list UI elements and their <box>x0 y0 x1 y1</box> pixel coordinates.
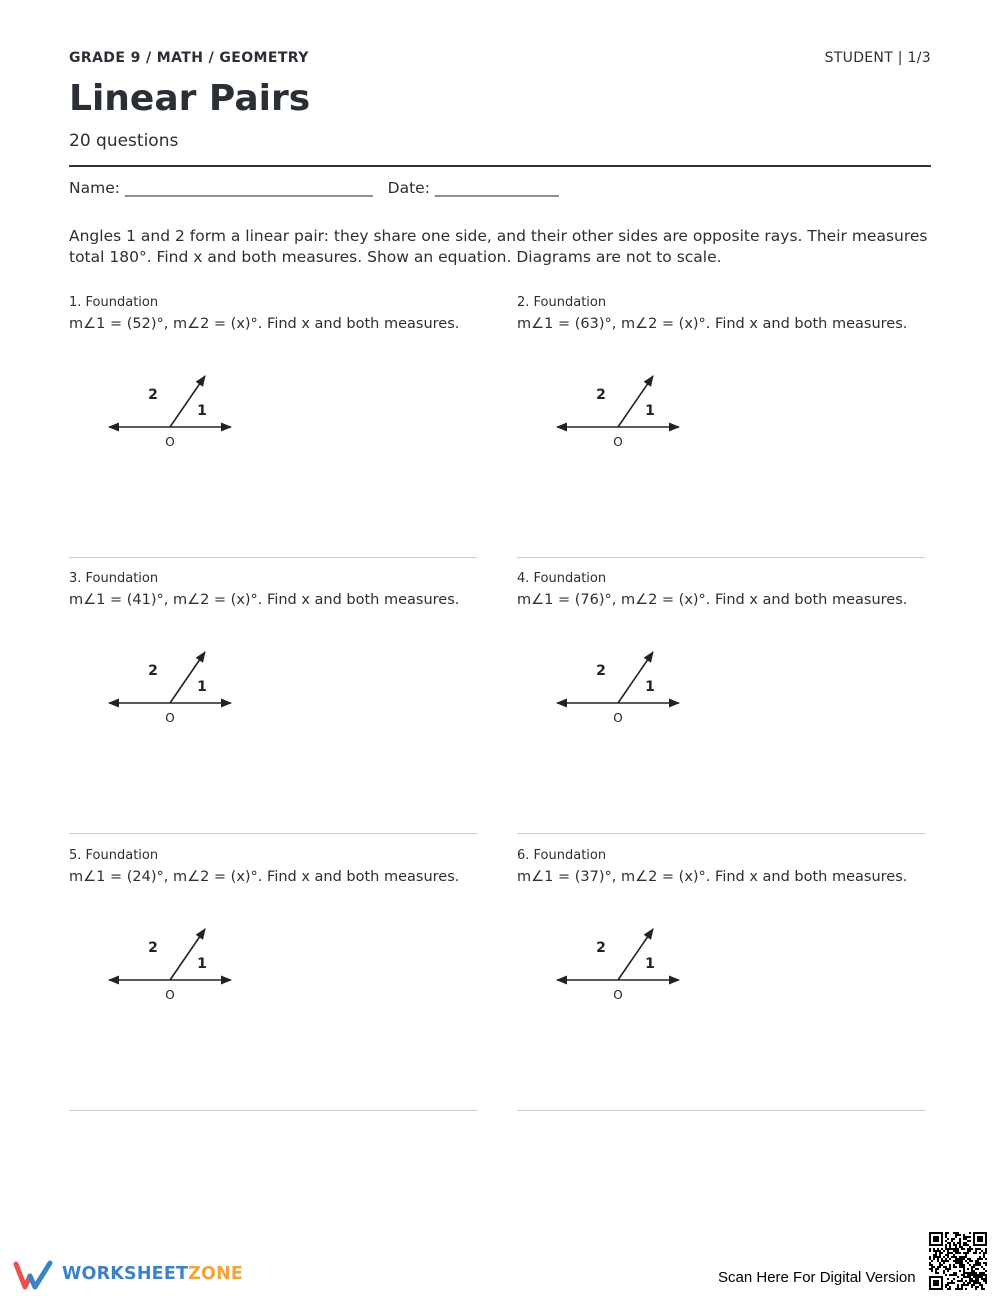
linear-pair-diagram <box>89 631 269 731</box>
linear-pair-diagram <box>89 908 269 1008</box>
linear-pair-diagram <box>89 355 269 455</box>
worksheetzone-logo[interactable] <box>13 1258 253 1292</box>
brand-name-part1: WORKSHEET <box>62 1264 189 1284</box>
linear-pair-diagram <box>537 908 717 1008</box>
instructions: Angles 1 and 2 form a linear pair: they share one side, and their other sides are opposite rays. Their measures total 180°. Find x and both measures. Show an equation. Diagrams are not to scale. <box>69 227 928 266</box>
question-text: m∠1 = (76)°, m∠2 = (x)°. Find x and both measures. <box>517 592 908 608</box>
question-card <box>69 848 477 1111</box>
angle-1-label: 1 <box>197 679 207 695</box>
angle-2-label: 2 <box>596 663 606 679</box>
angle-1-label: 1 <box>645 403 655 419</box>
page-header <box>69 50 931 70</box>
question-card <box>69 295 477 558</box>
breadcrumb: GRADE 9 / MATH / GEOMETRY <box>69 50 309 66</box>
brand-name <box>62 1264 243 1284</box>
vertex-label: O <box>613 711 623 725</box>
question-card <box>69 571 477 834</box>
question-count: 20 questions <box>69 131 179 151</box>
shared-ray <box>170 652 205 703</box>
shared-ray <box>618 376 653 427</box>
question-label: 4. Foundation <box>517 571 607 586</box>
shared-ray <box>170 376 205 427</box>
question-label: 2. Foundation <box>517 295 607 310</box>
question-text: m∠1 = (41)°, m∠2 = (x)°. Find x and both measures. <box>69 592 460 608</box>
page-indicator: STUDENT | 1/3 <box>824 50 931 66</box>
shared-ray <box>170 929 205 980</box>
vertex-label: O <box>613 988 623 1002</box>
angle-1-label: 1 <box>645 956 655 972</box>
question-label: 3. Foundation <box>69 571 159 586</box>
brand-name-part2: ZONE <box>188 1264 244 1284</box>
page-title: Linear Pairs <box>69 78 311 119</box>
question-label: 1. Foundation <box>69 295 159 310</box>
angle-1-label: 1 <box>197 956 207 972</box>
question-text: m∠1 = (37)°, m∠2 = (x)°. Find x and both measures. <box>517 869 908 885</box>
question-text: m∠1 = (24)°, m∠2 = (x)°. Find x and both measures. <box>69 869 460 885</box>
name-date-fields[interactable]: Name: ________________________________ Date: ________________ <box>69 179 559 197</box>
angle-1-label: 1 <box>645 679 655 695</box>
linear-pair-diagram <box>537 631 717 731</box>
linear-pair-diagram <box>537 355 717 455</box>
scan-label: Scan Here For Digital Version <box>718 1269 916 1286</box>
question-label: 5. Foundation <box>69 848 159 863</box>
vertex-label: O <box>165 711 175 725</box>
question-text: m∠1 = (63)°, m∠2 = (x)°. Find x and both measures. <box>517 316 908 332</box>
shared-ray <box>618 652 653 703</box>
worksheetzone-logo-icon <box>13 1258 55 1292</box>
question-card <box>517 571 925 834</box>
angle-1-label: 1 <box>197 403 207 419</box>
vertex-label: O <box>165 435 175 449</box>
question-text: m∠1 = (52)°, m∠2 = (x)°. Find x and both measures. <box>69 316 460 332</box>
header-divider <box>69 165 931 167</box>
shared-ray <box>618 929 653 980</box>
question-card <box>517 848 925 1111</box>
question-card <box>517 295 925 558</box>
angle-2-label: 2 <box>596 940 606 956</box>
angle-2-label: 2 <box>148 940 158 956</box>
vertex-label: O <box>165 988 175 1002</box>
angle-2-label: 2 <box>148 387 158 403</box>
question-label: 6. Foundation <box>517 848 607 863</box>
angle-2-label: 2 <box>148 663 158 679</box>
vertex-label: O <box>613 435 623 449</box>
qr-code-icon[interactable] <box>929 1232 987 1290</box>
angle-2-label: 2 <box>596 387 606 403</box>
